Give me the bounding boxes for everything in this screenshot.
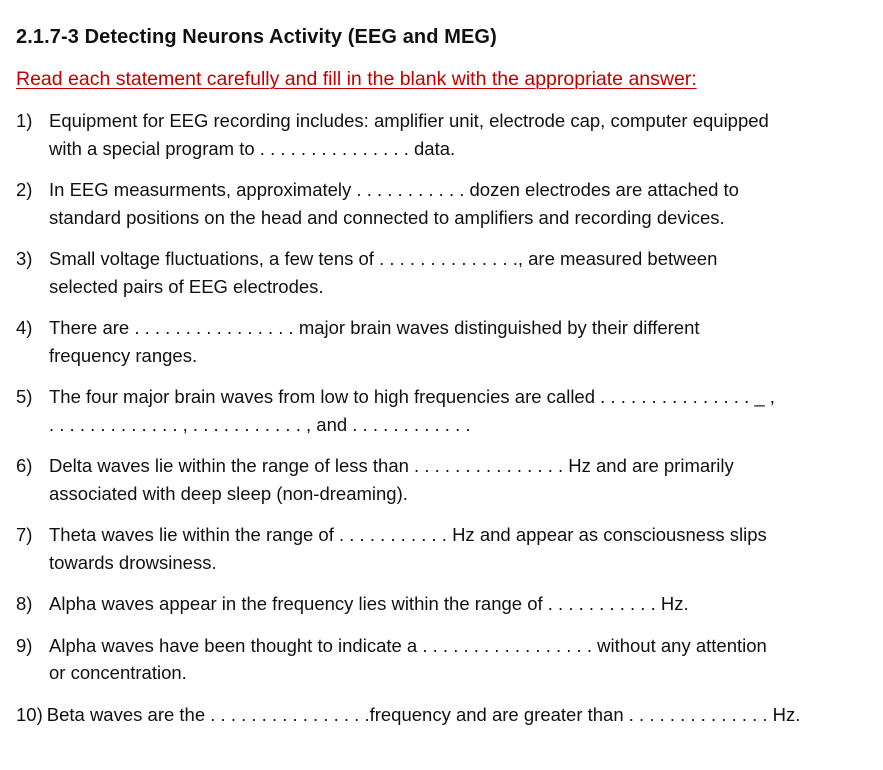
question-line: Alpha waves have been thought to indicate a . . . . . . . . . . . . . . . . . without any attention bbox=[49, 634, 767, 656]
question-text bbox=[49, 452, 869, 507]
page-title: 2.1.7-3 Detecting Neurons Activity (EEG and MEG) bbox=[16, 26, 497, 48]
question-line: Alpha waves appear in the frequency lies within the range of . . . . . . . . . . . Hz. bbox=[49, 593, 689, 614]
question-item-6 bbox=[16, 452, 869, 507]
question-line: Small voltage fluctuations, a few tens of . . . . . . . . . . . . . ., are measured between bbox=[49, 248, 718, 269]
question-line: or concentration. bbox=[49, 662, 187, 683]
question-item-7 bbox=[16, 521, 869, 576]
question-line: selected pairs of EEG electrodes. bbox=[49, 275, 324, 297]
question-line: frequency ranges. bbox=[49, 344, 198, 366]
question-line: . . . . . . . . . . . . . , . . . . . . . . . . . , and . . . . . . . . . . . . bbox=[49, 413, 471, 435]
question-item-10 bbox=[16, 701, 869, 729]
question-item-3 bbox=[16, 245, 869, 300]
question-text bbox=[47, 701, 869, 729]
question-number: 4) bbox=[16, 317, 33, 338]
question-line: The four major brain waves from low to high frequencies are called . . . . . . . . . . . . . . . _ , bbox=[49, 386, 775, 407]
question-list bbox=[16, 107, 869, 728]
question-text bbox=[49, 521, 869, 576]
question-line: with a special program to . . . . . . . . . . . . . . . data. bbox=[49, 137, 456, 159]
question-item-8 bbox=[16, 590, 869, 618]
question-item-5 bbox=[16, 383, 869, 438]
question-item-9 bbox=[16, 632, 869, 687]
question-line: Equipment for EEG recording includes: amplifier unit, electrode cap, computer equipped bbox=[49, 110, 769, 131]
question-number: 6) bbox=[16, 455, 33, 476]
question-number: 1) bbox=[16, 110, 33, 131]
question-item-2 bbox=[16, 176, 869, 231]
question-number: 5) bbox=[16, 386, 33, 407]
question-line: Theta waves lie within the range of . . . . . . . . . . . Hz and appear as consciousness slips bbox=[49, 524, 767, 545]
question-number: 3) bbox=[16, 248, 33, 269]
question-text bbox=[49, 314, 869, 369]
question-text bbox=[49, 176, 869, 231]
question-line: associated with deep sleep (non-dreaming). bbox=[49, 482, 408, 504]
question-text bbox=[49, 632, 869, 687]
question-line: Beta waves are the . . . . . . . . . . . . . . . .frequency and are greater than . . . . . . . . . . . . . . Hz. bbox=[46, 703, 801, 725]
question-line: Delta waves lie within the range of less than . . . . . . . . . . . . . . . Hz and are primarily bbox=[49, 455, 734, 476]
question-number: 2) bbox=[16, 179, 33, 200]
instruction-text: Read each statement carefully and fill in the blank with the appropriate answer: bbox=[16, 68, 697, 90]
question-item-1 bbox=[16, 107, 869, 162]
question-number: 7) bbox=[16, 524, 33, 545]
question-line: In EEG measurments, approximately . . . . . . . . . . . dozen electrodes are attached to bbox=[49, 179, 739, 200]
question-item-4 bbox=[16, 314, 869, 369]
question-line: standard positions on the head and connected to amplifiers and recording devices. bbox=[49, 206, 725, 228]
question-text bbox=[49, 590, 869, 618]
question-number: 9) bbox=[16, 634, 33, 656]
question-line: There are . . . . . . . . . . . . . . . . major brain waves distinguished by their different bbox=[49, 317, 700, 338]
question-text bbox=[49, 383, 869, 438]
question-text bbox=[49, 245, 869, 300]
question-number: 10) bbox=[16, 703, 43, 725]
question-line: towards drowsiness. bbox=[49, 551, 217, 573]
question-text bbox=[49, 107, 869, 162]
question-number: 8) bbox=[16, 593, 33, 614]
